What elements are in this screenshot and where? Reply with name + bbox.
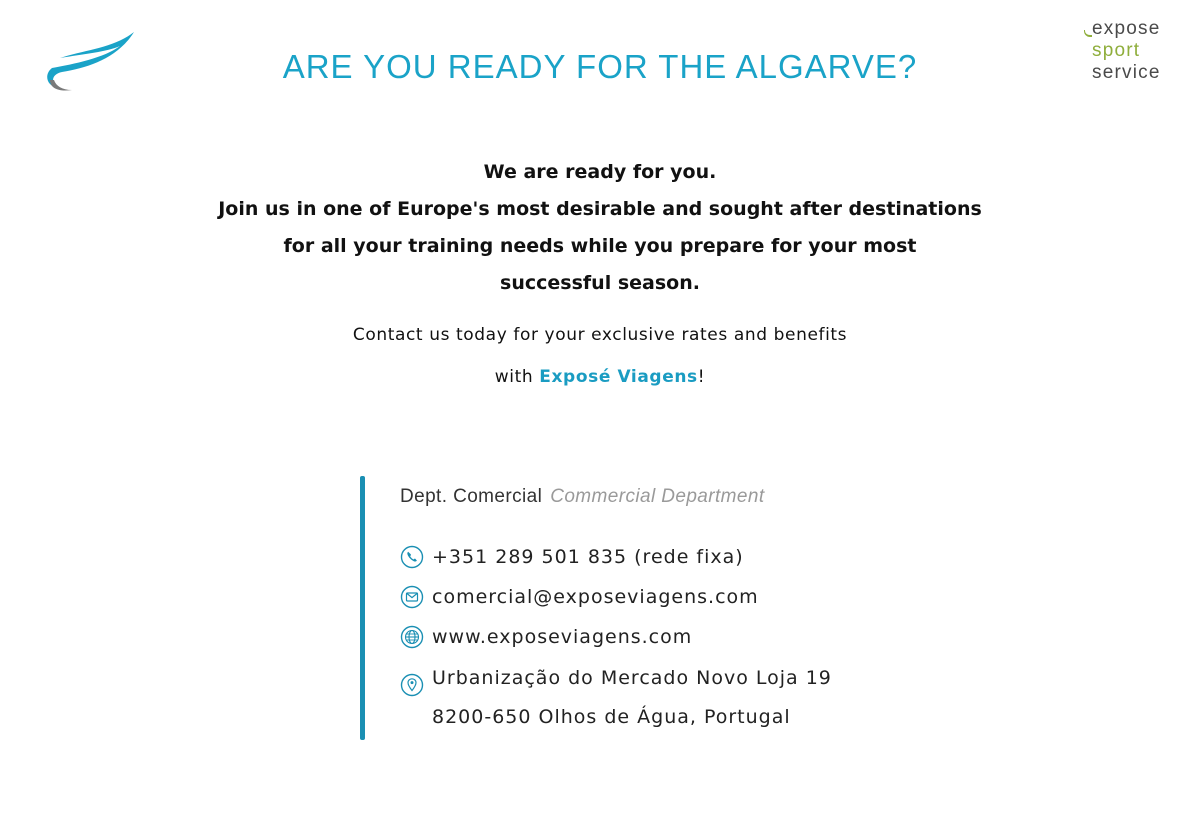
website-row[interactable]: [400, 625, 692, 649]
mail-icon: [400, 585, 424, 609]
globe-icon: [400, 625, 424, 649]
address-line-1: Urbanização do Mercado Novo Loja 19: [432, 667, 832, 689]
logo-line-sport: sport: [1092, 40, 1141, 61]
intro-paragraph: [150, 154, 1050, 302]
intro-line-4: successful season.: [500, 272, 700, 294]
address-line-2: 8200-650 Olhos de Água, Portugal: [432, 706, 791, 728]
email-address: comercial@exposeviagens.com: [432, 586, 759, 608]
intro-line-2: Join us in one of Europe's most desirable and sought after destinations: [218, 198, 982, 220]
phone-number: +351 289 501 835 (rede fixa): [432, 546, 744, 568]
expose-viagens-link[interactable]: Exposé Viagens: [539, 367, 698, 387]
contact-prompt-prefix: with: [494, 367, 540, 387]
email-row[interactable]: [400, 585, 759, 609]
page-title: ARE YOU READY FOR THE ALGARVE?: [282, 48, 918, 85]
department-heading: [400, 486, 765, 508]
department-name-english: Commercial Department: [550, 486, 765, 507]
contact-prompt-suffix: !: [697, 367, 706, 387]
phone-row[interactable]: [400, 545, 744, 569]
logo-line-service: service: [1092, 62, 1161, 83]
logo-line-expose: expose: [1084, 18, 1174, 40]
contact-prompt-line-2: [150, 367, 1050, 387]
address-block: [432, 659, 832, 737]
website-url: www.exposeviagens.com: [432, 626, 693, 648]
contact-prompt-line-1: Contact us today for your exclusive rates and benefits: [352, 325, 848, 345]
intro-line-1: We are ready for you.: [483, 161, 717, 183]
location-pin-icon: [400, 673, 424, 697]
department-name: Dept. Comercial: [400, 486, 543, 507]
intro-line-3: for all your training needs while you prepare for your most: [283, 235, 917, 257]
address-row: [400, 665, 832, 737]
phone-icon: [400, 545, 424, 569]
contact-card-accent-bar: [360, 476, 365, 740]
